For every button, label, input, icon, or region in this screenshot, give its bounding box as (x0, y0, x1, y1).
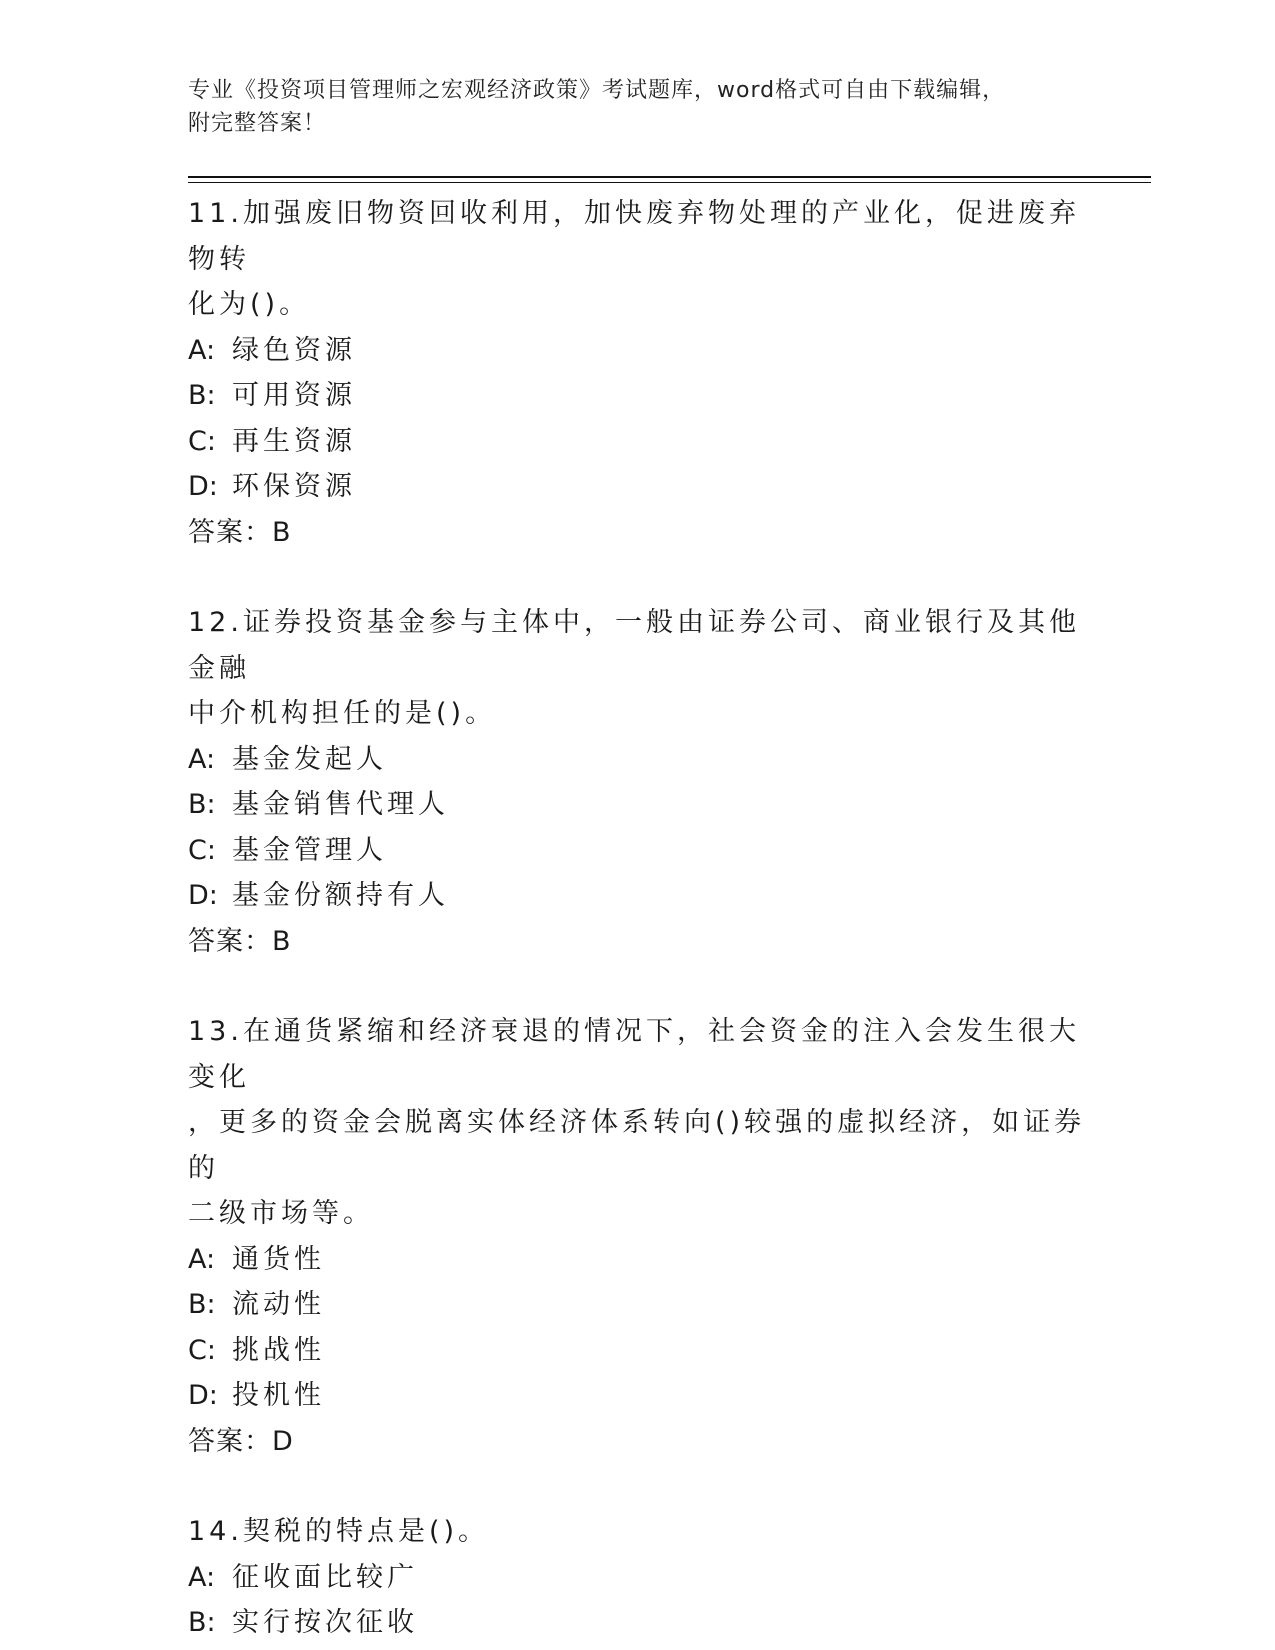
option-letter: D: (188, 471, 218, 502)
option-text: 投机性 (232, 1380, 325, 1411)
option-letter: A: (188, 743, 216, 775)
question-spacer (188, 1464, 1088, 1509)
option-text: 基金管理人 (232, 834, 387, 866)
option-letter: B: (188, 380, 216, 411)
option-text: 挑战性 (232, 1334, 325, 1366)
question-stem-line: 13.在通货紧缩和经济衰退的情况下，社会资金的注入会发生很大变化 (188, 1016, 1080, 1093)
option-text: 实行按次征收 (232, 1607, 418, 1638)
answer-line: 答案：B (188, 925, 292, 957)
question-spacer (188, 555, 1088, 600)
option-letter: C: (188, 1334, 216, 1366)
option-d (188, 1373, 1088, 1419)
option-b (188, 1600, 1088, 1646)
option-b (188, 782, 1088, 828)
option-text: 征收面比较广 (232, 1561, 418, 1593)
header-line-2: 附完整答案！ (188, 111, 327, 136)
question-14 (188, 1509, 1088, 1646)
question-stem-line: 中介机构担任的是()。 (188, 698, 497, 729)
option-c (188, 1328, 1088, 1374)
option-d (188, 464, 1088, 510)
option-text: 流动性 (232, 1289, 325, 1320)
header-line-1: 专业《投资项目管理师之宏观经济政策》考试题库，word格式可自由下载编辑， (188, 78, 1006, 103)
option-text: 绿色资源 (232, 334, 356, 366)
header-divider-thick (188, 176, 1151, 178)
option-b (188, 1282, 1088, 1328)
option-letter: D: (188, 1380, 218, 1411)
question-12 (188, 600, 1088, 964)
question-list (188, 191, 1088, 1646)
option-a (188, 328, 1088, 374)
option-letter: A: (188, 1561, 216, 1593)
option-letter: B: (188, 1289, 216, 1320)
option-text: 基金发起人 (232, 743, 387, 775)
option-d (188, 873, 1088, 919)
answer-line: 答案：D (188, 1425, 294, 1457)
option-letter: A: (188, 334, 216, 366)
option-b (188, 373, 1088, 419)
header-divider-thin (188, 182, 1151, 183)
answer-line: 答案：B (188, 516, 292, 548)
question-stem-line: 化为()。 (188, 289, 311, 320)
question-13 (188, 1009, 1088, 1464)
option-a (188, 737, 1088, 783)
question-stem-line: 11.加强废旧物资回收利用，加快废弃物处理的产业化，促进废弃物转 (188, 198, 1080, 275)
option-c (188, 828, 1088, 874)
question-stem-line: 二级市场等。 (188, 1198, 374, 1229)
option-a (188, 1237, 1088, 1283)
option-letter: B: (188, 789, 216, 820)
option-text: 可用资源 (232, 380, 356, 411)
option-letter: C: (188, 425, 216, 457)
option-text: 环保资源 (232, 471, 356, 502)
option-letter: A: (188, 1243, 216, 1275)
option-a (188, 1555, 1088, 1601)
option-text: 再生资源 (232, 425, 356, 457)
option-letter: D: (188, 880, 218, 911)
option-text: 基金销售代理人 (232, 789, 449, 820)
document-header (188, 74, 1068, 140)
question-stem-line: ，更多的资金会脱离实体经济体系转向()较强的虚拟经济，如证券的 (188, 1107, 1086, 1184)
option-letter: B: (188, 1607, 216, 1638)
question-spacer (188, 964, 1088, 1009)
question-stem-line: 14.契税的特点是()。 (188, 1516, 490, 1547)
question-11 (188, 191, 1088, 555)
option-c (188, 419, 1088, 465)
option-letter: C: (188, 834, 216, 866)
option-text: 通货性 (232, 1243, 325, 1275)
question-stem-line: 12.证券投资基金参与主体中，一般由证券公司、商业银行及其他金融 (188, 607, 1080, 684)
option-text: 基金份额持有人 (232, 880, 449, 911)
